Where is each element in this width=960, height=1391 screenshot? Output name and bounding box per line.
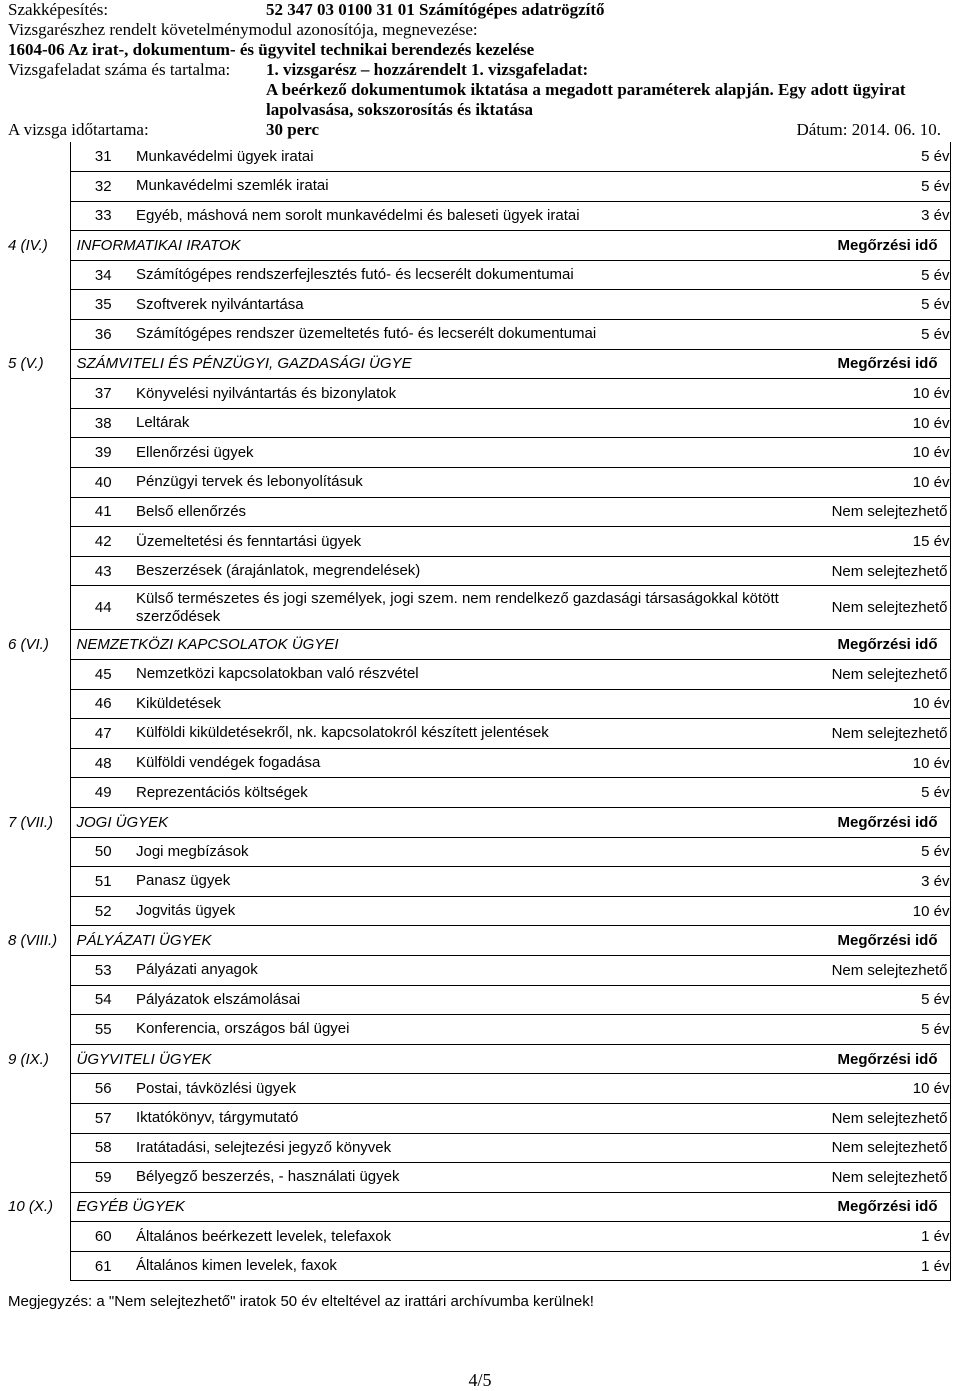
item-number: 57 xyxy=(70,1103,136,1133)
item-number: 39 xyxy=(70,438,136,468)
item-number: 40 xyxy=(70,468,136,498)
section-spacer xyxy=(8,689,70,719)
table-row xyxy=(8,260,950,290)
task-label: Vizsgafeladat száma és tartalma: xyxy=(8,60,231,79)
retention-period: 10 év xyxy=(819,748,950,778)
table-row xyxy=(8,379,950,409)
section-title: ÜGYVITELI ÜGYEK xyxy=(70,1044,819,1074)
item-description: Belső ellenőrzés xyxy=(136,497,819,527)
table-row xyxy=(8,837,950,867)
section-spacer xyxy=(8,660,70,690)
item-description: Bélyegző beszerzés, - használati ügyek xyxy=(136,1163,819,1193)
section-spacer xyxy=(8,468,70,498)
retention-period: 10 év xyxy=(819,896,950,926)
item-number: 47 xyxy=(70,719,136,749)
section-spacer xyxy=(8,142,70,172)
item-number: 53 xyxy=(70,955,136,985)
section-spacer xyxy=(8,586,70,630)
retention-period: 10 év xyxy=(819,689,950,719)
retention-period: 5 év xyxy=(819,290,950,320)
item-number: 56 xyxy=(70,1074,136,1104)
table-row xyxy=(8,497,950,527)
section-number: 6 (VI.) xyxy=(8,636,49,654)
section-header-row xyxy=(8,926,950,956)
item-number: 31 xyxy=(70,142,136,172)
item-number: 36 xyxy=(70,320,136,350)
section-number: 10 (X.) xyxy=(8,1198,54,1216)
retention-header: Megőrzési idő xyxy=(819,926,950,956)
section-spacer xyxy=(8,438,70,468)
item-description: Iktatókönyv, tárgymutató xyxy=(136,1103,819,1133)
item-description: Jogi megbízások xyxy=(136,837,819,867)
qualification-label: Szakképesítés: xyxy=(8,0,109,19)
table-row xyxy=(8,438,950,468)
retention-period: 1 év xyxy=(819,1222,950,1252)
table-row xyxy=(8,1163,950,1193)
section-spacer xyxy=(8,955,70,985)
section-header-row xyxy=(8,1192,950,1222)
table-row xyxy=(8,660,950,690)
section-spacer xyxy=(8,1133,70,1163)
item-number: 51 xyxy=(70,867,136,897)
retention-period: Nem selejtezhető xyxy=(819,719,950,749)
item-description: Egyéb, máshová nem sorolt munkavédelmi és baleseti ügyek iratai xyxy=(136,201,819,231)
item-description: Üzemeltetési és fenntartási ügyek xyxy=(136,527,819,557)
item-description: Külföldi kiküldetésekről, nk. kapcsolatokról készített jelentések xyxy=(136,719,819,749)
item-number: 41 xyxy=(70,497,136,527)
retention-header: Megőrzési idő xyxy=(819,231,950,261)
page-number: 4/5 xyxy=(468,1370,492,1390)
section-spacer xyxy=(8,172,70,202)
retention-period: 10 év xyxy=(819,468,950,498)
section-spacer xyxy=(8,748,70,778)
item-number: 54 xyxy=(70,985,136,1015)
duration-label: A vizsga időtartama: xyxy=(8,120,149,139)
section-spacer xyxy=(8,778,70,808)
retention-period: 3 év xyxy=(819,867,950,897)
section-spacer xyxy=(8,497,70,527)
section-header-row xyxy=(8,231,950,261)
item-description: Általános beérkezett levelek, telefaxok xyxy=(136,1222,819,1252)
section-spacer xyxy=(8,527,70,557)
item-description: Panasz ügyek xyxy=(136,867,819,897)
item-number: 61 xyxy=(70,1251,136,1281)
section-spacer xyxy=(8,379,70,409)
table-row xyxy=(8,1222,950,1252)
section-number: 4 (IV.) xyxy=(8,237,48,255)
section-number: 7 (VII.) xyxy=(8,813,54,831)
item-description: Általános kimen levelek, faxok xyxy=(136,1251,819,1281)
section-spacer xyxy=(8,867,70,897)
section-spacer xyxy=(8,1074,70,1104)
item-number: 50 xyxy=(70,837,136,867)
retention-period: 5 év xyxy=(819,778,950,808)
retention-period: 10 év xyxy=(819,438,950,468)
retention-period: 5 év xyxy=(819,142,950,172)
section-spacer xyxy=(8,408,70,438)
table-row xyxy=(8,955,950,985)
item-description: Ellenőrzési ügyek xyxy=(136,438,819,468)
retention-period: Nem selejtezhető xyxy=(819,497,950,527)
retention-period: 5 év xyxy=(819,260,950,290)
retention-table xyxy=(8,142,951,1281)
item-number: 48 xyxy=(70,748,136,778)
table-row xyxy=(8,556,950,586)
section-spacer xyxy=(8,1163,70,1193)
item-description: Pályázatok elszámolásai xyxy=(136,985,819,1015)
item-number: 59 xyxy=(70,1163,136,1193)
retention-period: 15 év xyxy=(819,527,950,557)
section-number: 8 (VIII.) xyxy=(8,932,58,950)
item-description: Számítógépes rendszer üzemeltetés futó- és lecserélt dokumentumai xyxy=(136,320,819,350)
section-title: PÁLYÁZATI ÜGYEK xyxy=(70,926,819,956)
retention-period: 5 év xyxy=(819,985,950,1015)
retention-period: Nem selejtezhető xyxy=(819,1103,950,1133)
table-row xyxy=(8,748,950,778)
item-description: Számítógépes rendszerfejlesztés futó- és lecserélt dokumentumai xyxy=(136,260,819,290)
item-number: 42 xyxy=(70,527,136,557)
section-spacer xyxy=(8,1222,70,1252)
retention-period: 5 év xyxy=(819,1015,950,1045)
section-spacer xyxy=(8,260,70,290)
table-row xyxy=(8,408,950,438)
table-row xyxy=(8,689,950,719)
item-description: Iratátadási, selejtezési jegyző könyvek xyxy=(136,1133,819,1163)
retention-header: Megőrzési idő xyxy=(819,1192,950,1222)
item-description: Munkavédelmi szemlék iratai xyxy=(136,172,819,202)
section-title: EGYÉB ÜGYEK xyxy=(70,1192,819,1222)
table-row xyxy=(8,527,950,557)
retention-period: Nem selejtezhető xyxy=(819,1163,950,1193)
duration-value: 30 perc xyxy=(266,120,320,139)
table-row xyxy=(8,172,950,202)
item-description: Konferencia, országos bál ügyei xyxy=(136,1015,819,1045)
item-description: Pályázati anyagok xyxy=(136,955,819,985)
section-header-row xyxy=(8,630,950,660)
table-row xyxy=(8,1251,950,1281)
retention-period: 10 év xyxy=(819,379,950,409)
item-description: Nemzetközi kapcsolatokban való részvétel xyxy=(136,660,819,690)
table-row xyxy=(8,896,950,926)
item-description: Könyvelési nyilvántartás és bizonylatok xyxy=(136,379,819,409)
item-description: Leltárak xyxy=(136,408,819,438)
table-row xyxy=(8,468,950,498)
table-row xyxy=(8,290,950,320)
retention-period: Nem selejtezhető xyxy=(819,586,950,630)
item-number: 60 xyxy=(70,1222,136,1252)
table-row xyxy=(8,719,950,749)
section-title: SZÁMVITELI ÉS PÉNZÜGYI, GAZDASÁGI ÜGYE xyxy=(70,349,819,379)
task-line-1: 1. vizsgarész – hozzárendelt 1. vizsgafeladat: xyxy=(266,60,589,79)
retention-period: Nem selejtezhető xyxy=(819,556,950,586)
task-line-3: lapolvasása, sokszorosítás és iktatása xyxy=(266,100,533,119)
qualification-value: 52 347 03 0100 31 01 Számítógépes adatrögzítő xyxy=(266,0,605,19)
section-spacer xyxy=(8,201,70,231)
item-description: Külső természetes és jogi személyek, jogi szem. nem rendelkező gazdasági társaságokkal kötött szerződések xyxy=(136,586,819,630)
item-number: 34 xyxy=(70,260,136,290)
item-number: 58 xyxy=(70,1133,136,1163)
item-description: Postai, távközlési ügyek xyxy=(136,1074,819,1104)
retention-period: Nem selejtezhető xyxy=(819,1133,950,1163)
retention-period: 5 év xyxy=(819,837,950,867)
section-title: NEMZETKÖZI KAPCSOLATOK ÜGYEI xyxy=(70,630,819,660)
item-description: Beszerzések (árajánlatok, megrendelések) xyxy=(136,556,819,586)
retention-header: Megőrzési idő xyxy=(819,630,950,660)
task-line-2: A beérkező dokumentumok iktatása a megadott paraméterek alapján. Egy adott ügyirat xyxy=(266,80,906,99)
retention-header: Megőrzési idő xyxy=(819,349,950,379)
item-description: Pénzügyi tervek és lebonyolításuk xyxy=(136,468,819,498)
retention-period: 10 év xyxy=(819,1074,950,1104)
retention-period: Nem selejtezhető xyxy=(819,660,950,690)
section-spacer xyxy=(8,837,70,867)
section-spacer xyxy=(8,556,70,586)
item-description: Jogvitás ügyek xyxy=(136,896,819,926)
item-number: 44 xyxy=(70,586,136,630)
item-number: 45 xyxy=(70,660,136,690)
table-row xyxy=(8,1074,950,1104)
table-row xyxy=(8,142,950,172)
item-number: 32 xyxy=(70,172,136,202)
table-row xyxy=(8,778,950,808)
section-header-row xyxy=(8,1044,950,1074)
item-number: 43 xyxy=(70,556,136,586)
retention-period: 5 év xyxy=(819,320,950,350)
section-spacer xyxy=(8,1015,70,1045)
item-number: 46 xyxy=(70,689,136,719)
item-number: 37 xyxy=(70,379,136,409)
footnote: Megjegyzés: a "Nem selejtezhető" iratok 50 év elteltével az irattári archívumba kerülnek! xyxy=(8,1293,594,1310)
item-number: 33 xyxy=(70,201,136,231)
item-description: Munkavédelmi ügyek iratai xyxy=(136,142,819,172)
item-description: Reprezentációs költségek xyxy=(136,778,819,808)
item-number: 38 xyxy=(70,408,136,438)
section-spacer xyxy=(8,1103,70,1133)
table-row xyxy=(8,867,950,897)
item-number: 49 xyxy=(70,778,136,808)
table-row xyxy=(8,1103,950,1133)
section-spacer xyxy=(8,290,70,320)
section-spacer xyxy=(8,1251,70,1281)
section-header-row xyxy=(8,807,950,837)
section-title: INFORMATIKAI IRATOK xyxy=(70,231,819,261)
item-description: Szoftverek nyilvántartása xyxy=(136,290,819,320)
section-spacer xyxy=(8,985,70,1015)
table-row xyxy=(8,985,950,1015)
item-description: Külföldi vendégek fogadása xyxy=(136,748,819,778)
table-row xyxy=(8,1015,950,1045)
retention-period: 1 év xyxy=(819,1251,950,1281)
item-description: Kiküldetések xyxy=(136,689,819,719)
section-number: 5 (V.) xyxy=(8,355,44,373)
retention-header: Megőrzési idő xyxy=(819,807,950,837)
section-header-row xyxy=(8,349,950,379)
retention-period: 10 év xyxy=(819,408,950,438)
exam-date: Dátum: 2014. 06. 10. xyxy=(796,120,941,139)
module-label: Vizsgarészhez rendelt követelménymodul azonosítója, megnevezése: xyxy=(8,20,478,39)
section-spacer xyxy=(8,320,70,350)
table-row xyxy=(8,1133,950,1163)
item-number: 35 xyxy=(70,290,136,320)
section-spacer xyxy=(8,719,70,749)
exam-header xyxy=(8,0,953,140)
item-number: 55 xyxy=(70,1015,136,1045)
section-number: 9 (IX.) xyxy=(8,1050,49,1068)
retention-period: Nem selejtezhető xyxy=(819,955,950,985)
table-row xyxy=(8,320,950,350)
retention-header: Megőrzési idő xyxy=(819,1044,950,1074)
section-spacer xyxy=(8,896,70,926)
item-number: 52 xyxy=(70,896,136,926)
table-row xyxy=(8,586,950,630)
table-row xyxy=(8,201,950,231)
retention-period: 3 év xyxy=(819,201,950,231)
retention-period: 5 év xyxy=(819,172,950,202)
section-title: JOGI ÜGYEK xyxy=(70,807,819,837)
module-value: 1604-06 Az irat-, dokumentum- és ügyvitel technikai berendezés kezelése xyxy=(8,40,535,59)
